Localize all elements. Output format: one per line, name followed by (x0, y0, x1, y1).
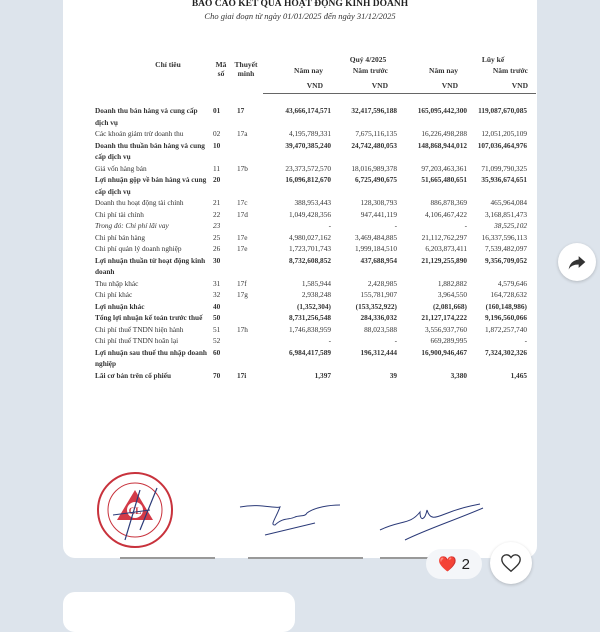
cumulative-last-year: - (524, 336, 527, 345)
cumulative-this-year: 3,380 (450, 370, 467, 380)
row-note (237, 220, 261, 232)
quarter-last-year: 6,725,490,675 (355, 175, 397, 184)
row-note: 17b (237, 163, 248, 173)
table-row (95, 278, 527, 290)
header-q-last: Năm trước (352, 66, 388, 75)
quarter-this-year: 1,746,838,959 (289, 324, 331, 334)
heart-outline-icon (500, 552, 522, 574)
table-row (95, 301, 527, 313)
row-label: Các khoản giảm trừ doanh thu (95, 129, 184, 138)
row-label: Chi phí thuế TNDN hiện hành (95, 324, 184, 334)
quarter-last-year: 32,417,596,188 (351, 106, 397, 115)
row-code: 25 (213, 232, 221, 242)
table-row (95, 335, 527, 347)
quarter-this-year: 1,585,944 (301, 278, 331, 288)
row-label: Tổng lợi nhuận kế toán trước thuế (95, 313, 203, 322)
row-label: Doanh thu thuần bán hàng và cung cấp dịch vụ (95, 140, 205, 161)
row-code: 20 (213, 175, 221, 184)
quarter-this-year: 1,723,701,743 (289, 244, 331, 253)
table-row (95, 312, 527, 324)
quarter-last-year: 3,469,484,885 (355, 232, 397, 242)
row-code: 31 (213, 278, 221, 288)
report-title: BÁO CÁO KẾT QUẢ HOẠT ĐỘNG KINH DOANH (191, 0, 409, 9)
row-note: 17d (237, 209, 248, 219)
quarter-last-year: (153,352,922) (355, 301, 397, 311)
currency-label: VND (306, 81, 323, 90)
cumulative-last-year: 3,168,851,473 (485, 209, 527, 219)
signature-line (380, 557, 430, 559)
cumulative-this-year: 97,203,463,361 (421, 163, 467, 173)
quarter-last-year: 18,016,989,378 (351, 163, 397, 173)
quarter-this-year: 16,096,812,670 (285, 175, 331, 184)
cumulative-last-year: 164,728,632 (490, 290, 527, 299)
quarter-last-year: 24,742,480,053 (351, 140, 397, 150)
row-code: 40 (213, 301, 221, 311)
table-row (95, 255, 527, 278)
cumulative-this-year: (2,081,668) (432, 301, 467, 311)
cumulative-this-year: 148,868,944,012 (417, 140, 467, 150)
cumulative-last-year: 71,099,790,325 (481, 163, 527, 173)
header-q-this: Năm nay (294, 66, 323, 75)
row-label: Chi phí quản lý doanh nghiệp (95, 244, 182, 253)
cumulative-this-year: 21,129,255,890 (421, 255, 467, 265)
signature-chief-accountant (235, 495, 345, 545)
cumulative-last-year: 1,465 (510, 370, 527, 380)
cumulative-this-year: 6,203,873,411 (425, 244, 467, 253)
quarter-this-year: 23,373,572,570 (285, 163, 331, 173)
quarter-last-year: 284,336,032 (360, 313, 397, 322)
cumulative-last-year: (160,148,986) (485, 301, 527, 311)
quarter-last-year: 88,023,588 (364, 324, 397, 334)
quarter-this-year: 4,195,789,331 (289, 129, 331, 138)
row-label: Giá vốn hàng bán (95, 163, 147, 173)
quarter-last-year: 155,781,907 (360, 290, 397, 299)
header-item: Chỉ tiêu (155, 60, 181, 69)
quarter-last-year: 128,308,793 (360, 198, 397, 207)
row-label: Chi phí thuế TNDN hoãn lại (95, 336, 179, 345)
row-note (237, 140, 261, 163)
table-row (95, 163, 527, 175)
currency-label: VND (371, 81, 388, 90)
row-code: 11 (213, 163, 221, 173)
quarter-this-year: 39,470,385,240 (285, 140, 331, 150)
quarter-last-year: - (394, 221, 397, 230)
row-label: Chi phí khác (95, 290, 133, 299)
currency-label: VND (511, 81, 528, 90)
row-code: 52 (213, 336, 221, 345)
cumulative-last-year: 9,196,560,066 (485, 313, 527, 322)
row-label: Thu nhập khác (95, 278, 139, 288)
row-note: 17f (237, 278, 247, 288)
quarter-last-year: 7,675,116,135 (355, 129, 397, 138)
quarter-this-year: 2,938,248 (301, 290, 331, 299)
table-row (95, 197, 527, 209)
cumulative-this-year: 21,127,174,222 (421, 313, 467, 322)
row-label: Lợi nhuận gộp về bán hàng và cung cấp dịch vụ (95, 175, 207, 196)
table-row (95, 324, 527, 336)
row-note (237, 174, 261, 197)
row-note (237, 312, 261, 324)
row-label: Doanh thu hoạt động tài chính (95, 198, 184, 207)
table-row (95, 347, 527, 370)
cumulative-this-year: 21,112,762,297 (421, 232, 467, 242)
row-code: 22 (213, 209, 221, 219)
header-rule (263, 93, 536, 94)
signature-line (120, 557, 215, 559)
row-label: Lợi nhuận thuần từ hoạt động kinh doanh (95, 255, 206, 276)
report-subtitle: Cho giai đoạn từ ngày 01/01/2025 đến ngày 31/12/2025 (204, 11, 396, 21)
header-note: Thuyết minh (234, 60, 258, 78)
row-code: 02 (213, 129, 221, 138)
cumulative-this-year: 3,556,937,760 (425, 324, 467, 334)
row-code: 70 (213, 370, 221, 380)
row-code: 26 (213, 244, 221, 253)
row-code: 50 (213, 313, 221, 322)
quarter-last-year: 39 (389, 370, 397, 380)
quarter-this-year: 1,397 (314, 370, 331, 380)
quarter-this-year: (1,352,304) (296, 301, 331, 311)
row-note (237, 301, 261, 313)
row-code: 32 (213, 290, 221, 299)
cumulative-this-year: 165,095,442,300 (417, 106, 467, 115)
quarter-last-year: 947,441,119 (360, 209, 397, 219)
cumulative-this-year: 16,226,498,288 (421, 129, 467, 138)
reaction-count: 2 (461, 555, 471, 573)
row-note (237, 347, 261, 370)
cumulative-this-year: 886,878,369 (430, 198, 467, 207)
currency-label: VND (441, 81, 458, 90)
quarter-this-year: 8,731,256,548 (289, 313, 331, 322)
row-label: Doanh thu bán hàng và cung cấp dịch vụ (95, 106, 198, 127)
cumulative-this-year: 51,665,480,651 (421, 175, 467, 184)
quarter-last-year: 1,999,184,510 (355, 244, 397, 253)
share-button[interactable] (558, 243, 596, 281)
table-row (95, 105, 527, 128)
cumulative-last-year: 38,525,102 (494, 221, 527, 230)
row-code: 51 (213, 324, 221, 334)
table-row (95, 243, 527, 255)
row-note: 17c (237, 198, 248, 207)
row-label: Chi phí bán hàng (95, 232, 146, 242)
row-note: 17e (237, 244, 248, 253)
cumulative-last-year: 107,036,464,976 (477, 140, 527, 150)
row-note: 17 (237, 106, 245, 115)
table-row (95, 140, 527, 163)
cumulative-this-year: 1,882,882 (437, 278, 467, 288)
row-label: Lợi nhuận khác (95, 301, 145, 311)
table-row (95, 370, 527, 382)
table-row (95, 209, 527, 221)
cumulative-last-year: 16,337,596,113 (481, 232, 527, 242)
cumulative-this-year: 3,964,550 (437, 290, 467, 299)
quarter-last-year: 2,428,985 (367, 278, 397, 288)
row-code: 23 (213, 221, 221, 230)
signature-line (248, 557, 363, 559)
cumulative-this-year: - (464, 221, 467, 230)
quarter-this-year: 4,980,027,162 (289, 232, 331, 242)
row-label: Trong đó: Chi phí lãi vay (95, 221, 169, 230)
quarter-last-year: 437,688,954 (360, 255, 397, 265)
quarter-this-year: 43,666,174,571 (285, 106, 331, 115)
row-code: 60 (213, 347, 221, 357)
cumulative-this-year: 669,289,995 (430, 336, 467, 345)
row-note: 17a (237, 129, 248, 138)
table-row (95, 174, 527, 197)
row-note: 17h (237, 324, 248, 334)
cumulative-last-year: 7,539,482,097 (485, 244, 527, 253)
quarter-this-year: 388,953,443 (294, 198, 331, 207)
row-note (237, 255, 261, 278)
table-row (95, 128, 527, 140)
company-stamp (95, 470, 175, 550)
table-row (95, 232, 527, 244)
income-statement-table (95, 105, 527, 381)
header-c-last: Năm trước (492, 66, 528, 75)
quarter-last-year: - (394, 336, 397, 345)
row-code: 21 (213, 198, 221, 207)
cumulative-last-year: 1,872,257,740 (485, 324, 527, 334)
table-row (95, 220, 527, 232)
row-code: 10 (213, 140, 221, 150)
header-code: Mã số (215, 60, 227, 78)
svg-text:CL: CL (128, 506, 142, 516)
cumulative-this-year: 4,106,467,422 (425, 209, 467, 219)
table-row (95, 289, 527, 301)
cumulative-last-year: 119,087,670,085 (478, 106, 527, 115)
row-note (237, 335, 261, 347)
quarter-this-year: 6,984,417,589 (289, 347, 331, 357)
heart-emoji-icon: ❤️ (437, 556, 457, 573)
share-arrow-icon (567, 252, 587, 272)
header-cumulative: Lũy kế (481, 55, 505, 64)
next-message-card[interactable] (63, 592, 295, 632)
cumulative-last-year: 4,579,646 (497, 278, 527, 288)
row-label: Lãi cơ bản trên cổ phiếu (95, 370, 172, 380)
row-note: 17g (237, 290, 248, 299)
quarter-this-year: - (328, 221, 331, 230)
row-note: 17e (237, 232, 248, 242)
row-label: Chi phí tài chính (95, 209, 144, 219)
quarter-last-year: 196,312,444 (360, 347, 397, 357)
header-quarter: Quý 4/2025 (349, 55, 387, 64)
quarter-this-year: 1,049,428,356 (289, 209, 331, 219)
header-c-this: Năm nay (429, 66, 458, 75)
quarter-this-year: 8,732,608,852 (289, 255, 331, 265)
row-code: 30 (213, 255, 221, 265)
row-note: 17i (237, 370, 247, 380)
cumulative-last-year: 35,936,674,651 (481, 175, 527, 184)
quarter-this-year: - (328, 336, 331, 345)
cumulative-last-year: 7,324,302,326 (485, 347, 527, 357)
signature-director (375, 500, 485, 550)
cumulative-last-year: 465,964,084 (490, 198, 527, 207)
row-code: 01 (213, 106, 221, 115)
cumulative-this-year: 16,900,946,467 (421, 347, 467, 357)
react-heart-button[interactable] (490, 542, 532, 584)
row-label: Lợi nhuận sau thuế thu nhập doanh nghiệp (95, 347, 207, 368)
cumulative-last-year: 12,051,205,109 (481, 129, 527, 138)
cumulative-last-year: 9,356,709,052 (485, 255, 527, 265)
heart-reaction-badge[interactable] (426, 549, 482, 579)
